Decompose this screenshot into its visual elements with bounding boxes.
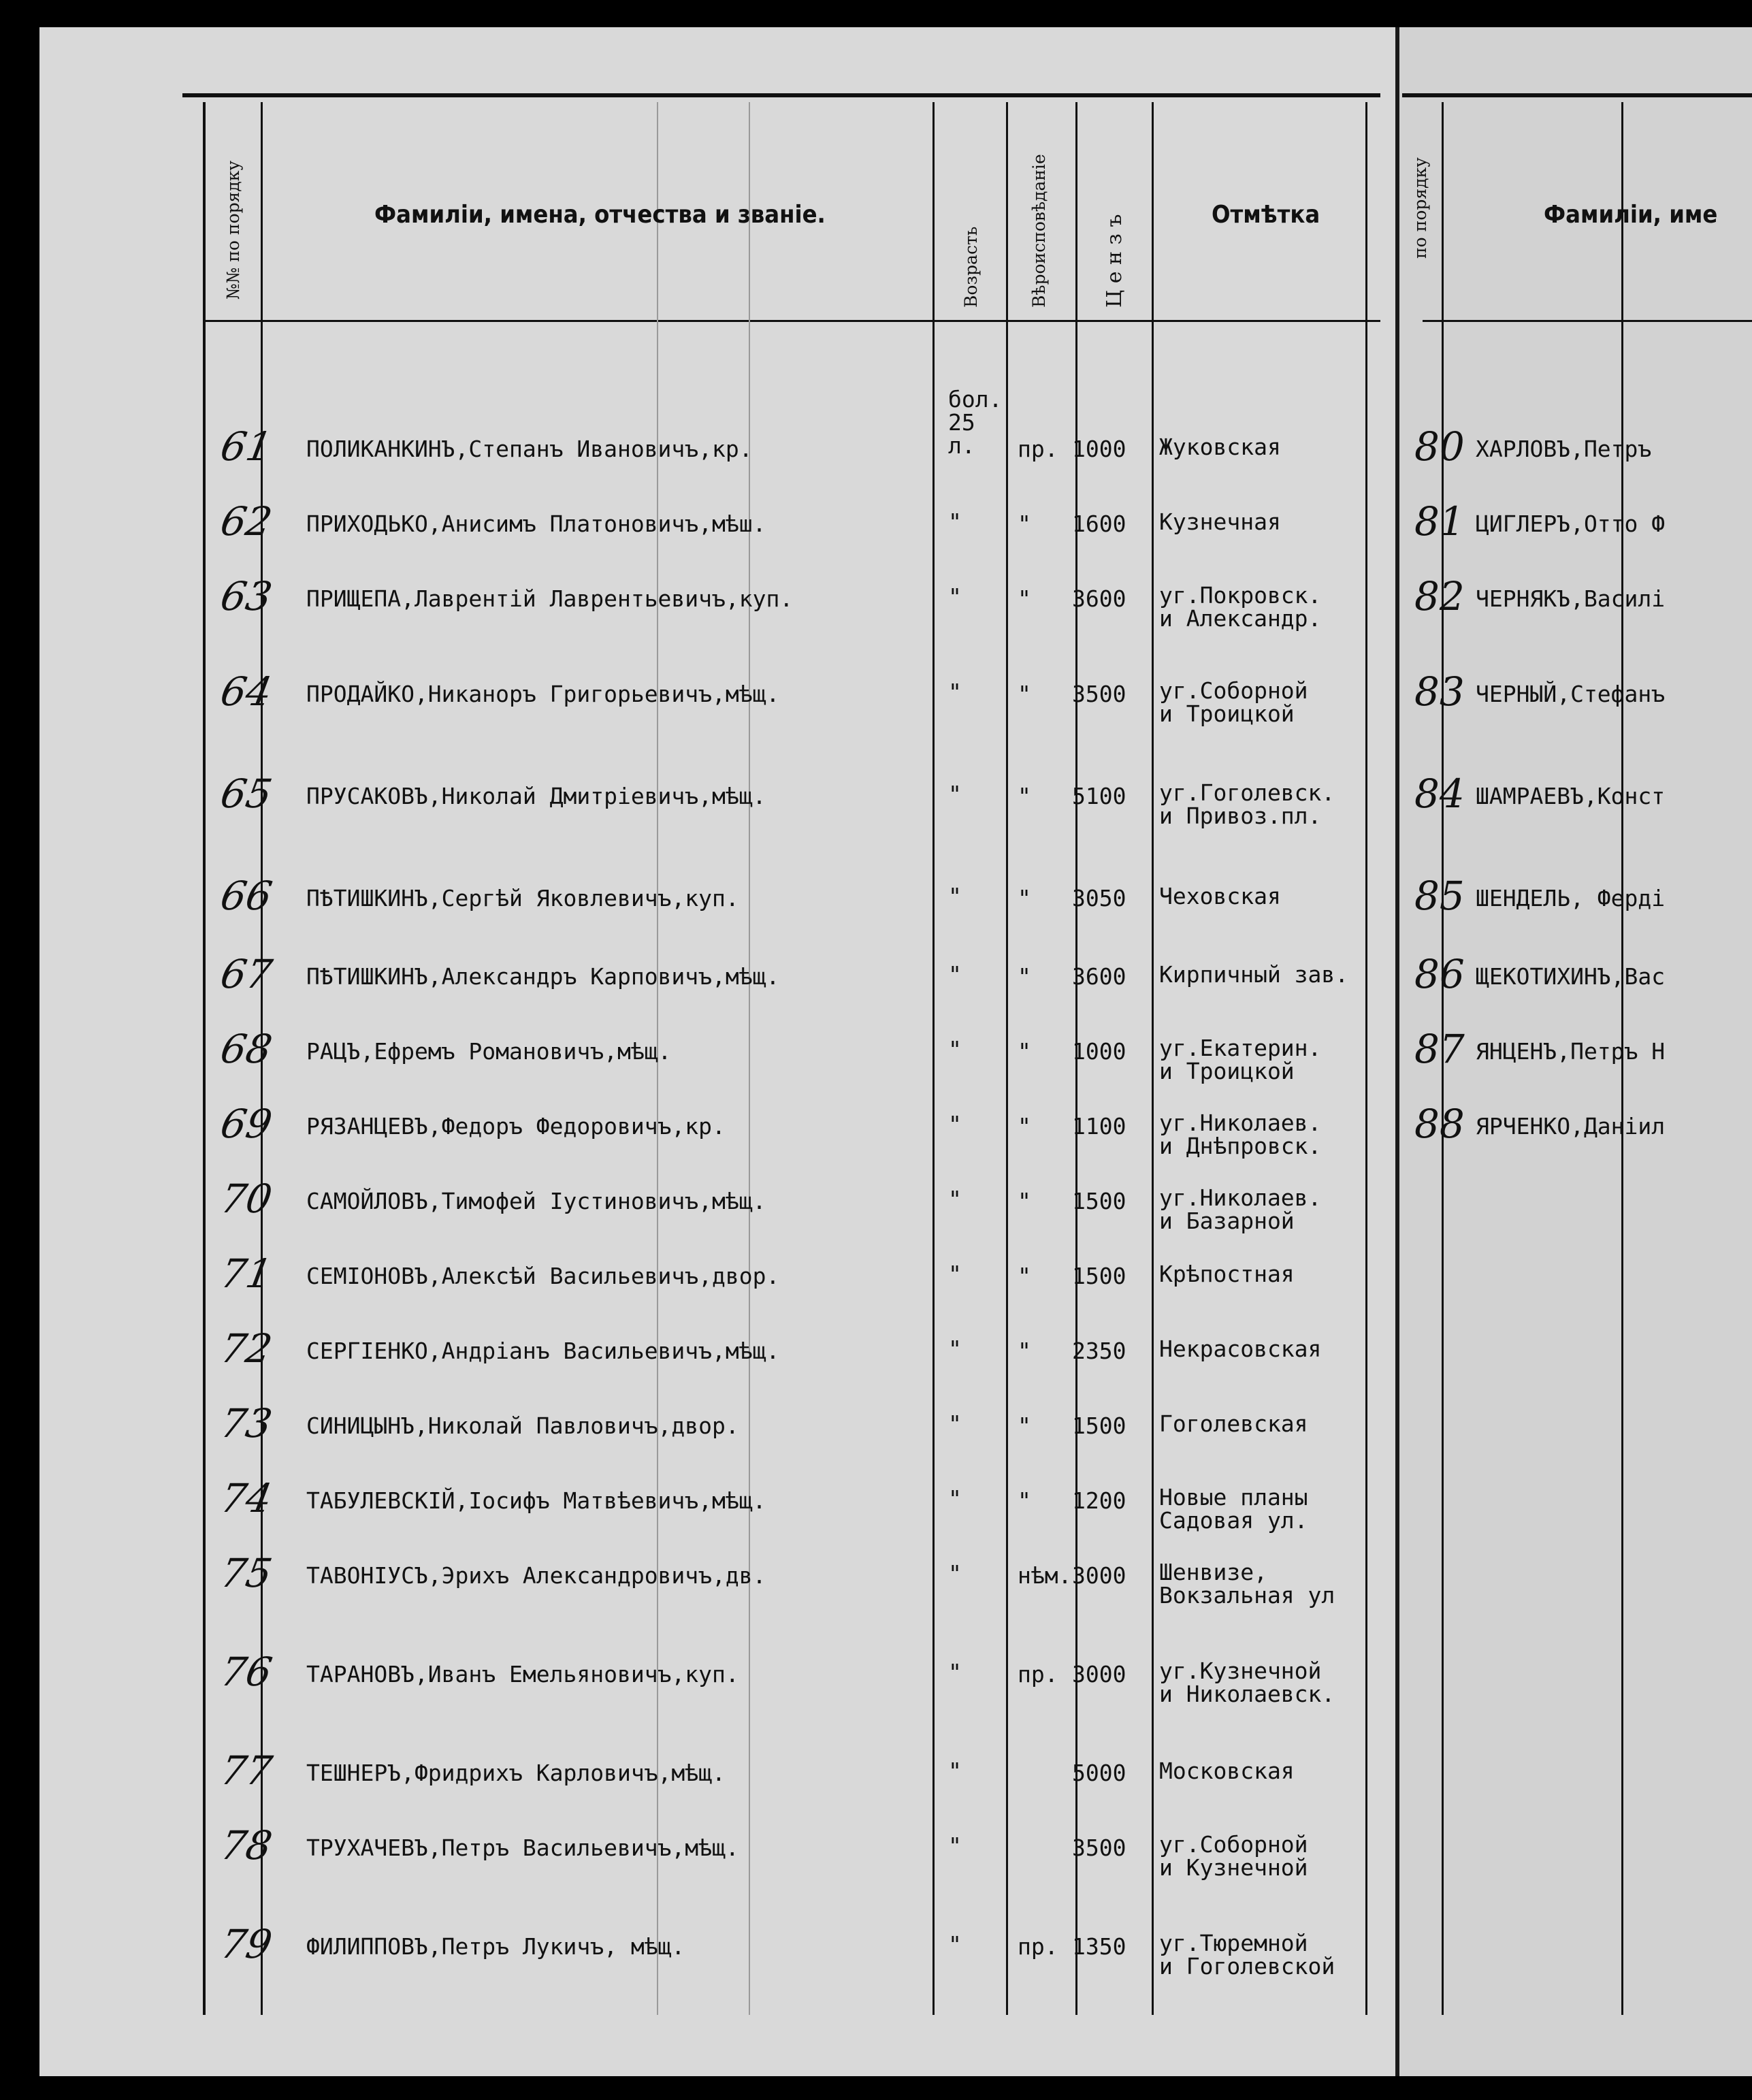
row-religion: " bbox=[1018, 963, 1031, 990]
row-census: 5100 bbox=[1072, 783, 1126, 809]
col-line bbox=[1006, 102, 1008, 2015]
row-census: 5000 bbox=[1072, 1760, 1126, 1786]
row-age: " bbox=[948, 679, 962, 705]
row-note: Московская bbox=[1159, 1758, 1295, 1784]
row-number: 63 bbox=[217, 573, 276, 619]
col-line bbox=[1152, 102, 1154, 2015]
right-row-number: 88 bbox=[1414, 1101, 1465, 1147]
right-row-number: 86 bbox=[1414, 951, 1465, 997]
row-number: 75 bbox=[217, 1550, 276, 1596]
row-age: " bbox=[948, 961, 962, 988]
row-age: " bbox=[948, 1410, 962, 1437]
header-bottom-rule bbox=[204, 320, 1380, 322]
row-census: 1000 bbox=[1072, 1038, 1126, 1065]
row-number: 62 bbox=[217, 498, 276, 545]
row-number: 61 bbox=[217, 423, 276, 470]
right-row-name: ЧЕРНЫЙ,Стефанъ bbox=[1476, 681, 1666, 707]
row-census: 1500 bbox=[1072, 1412, 1126, 1439]
right-row-name: ЦИГЛЕРЪ,Отто Ф bbox=[1476, 511, 1666, 537]
row-religion: " bbox=[1018, 585, 1031, 612]
row-census: 3000 bbox=[1072, 1661, 1126, 1687]
top-rule bbox=[182, 93, 1380, 97]
row-note: Крѣпостная bbox=[1159, 1261, 1295, 1287]
col-line bbox=[1365, 102, 1367, 2015]
row-census: 1600 bbox=[1072, 511, 1126, 537]
col-header-age: Возрасть bbox=[961, 226, 981, 308]
row-name: ФИЛИППОВЪ,Петръ Лукичъ, мѣщ. bbox=[306, 1933, 685, 1960]
bleed-through-line bbox=[749, 102, 750, 2015]
col-line bbox=[203, 102, 206, 2015]
row-religion: " bbox=[1018, 1038, 1031, 1065]
right-row-name: ЯНЦЕНЪ,Петръ Н bbox=[1476, 1038, 1666, 1065]
right-row-name: ЩЕКОТИХИНЪ,Вас bbox=[1476, 963, 1666, 990]
col-header-census: Ц е н з ъ bbox=[1103, 214, 1126, 308]
row-religion: пр. bbox=[1018, 436, 1058, 462]
row-religion: " bbox=[1018, 885, 1031, 911]
col-line bbox=[932, 102, 935, 2015]
row-name: СИНИЦЫНЪ,Николай Павловичъ,двор. bbox=[306, 1412, 739, 1439]
row-census: 3600 bbox=[1072, 963, 1126, 990]
row-religion: " bbox=[1018, 681, 1031, 707]
row-religion: " bbox=[1018, 511, 1031, 537]
row-age: " bbox=[948, 781, 962, 807]
right-row-number: 87 bbox=[1414, 1026, 1465, 1072]
row-number: 66 bbox=[217, 873, 276, 919]
row-age: " bbox=[948, 1485, 962, 1512]
row-religion: пр. bbox=[1018, 1933, 1058, 1960]
row-census: 2350 bbox=[1072, 1338, 1126, 1364]
row-name: РАЦЪ,Ефремъ Романовичъ,мѣщ. bbox=[306, 1038, 672, 1065]
row-name: РЯЗАНЦЕВЪ,Федоръ Федоровичъ,кр. bbox=[306, 1113, 726, 1140]
row-religion: " bbox=[1018, 1487, 1031, 1514]
row-note: Чеховская bbox=[1159, 883, 1281, 909]
row-census: 3050 bbox=[1072, 885, 1126, 911]
row-religion: " bbox=[1018, 1113, 1031, 1140]
row-name: СЕРГІЕНКО,Андріанъ Васильевичъ,мѣщ. bbox=[306, 1338, 780, 1364]
right-row-name: ХАРЛОВЪ,Петръ bbox=[1476, 436, 1652, 462]
right-col-header-name: Фамиліи, име bbox=[1544, 201, 1718, 229]
right-row-name: ЯРЧЕНКО,Даніил bbox=[1476, 1113, 1666, 1140]
row-census: 1500 bbox=[1072, 1188, 1126, 1214]
row-age: " bbox=[948, 1036, 962, 1063]
row-name: САМОЙЛОВЪ,Тимофей Іустиновичъ,мѣщ. bbox=[306, 1188, 766, 1214]
row-religion: пр. bbox=[1018, 1661, 1058, 1687]
row-age: " bbox=[948, 1336, 962, 1362]
row-note: уг.Николаев. и Базарной bbox=[1159, 1184, 1322, 1234]
row-name: ТАБУЛЕВСКІЙ,Іосифъ Матвѣевичъ,мѣщ. bbox=[306, 1487, 766, 1514]
header-bottom-rule-right bbox=[1423, 320, 1752, 322]
row-census: 1100 bbox=[1072, 1113, 1126, 1140]
row-name: ПРУСАКОВЪ,Николай Дмитріевичъ,мѣщ. bbox=[306, 783, 766, 809]
right-row-name: ШЕНДЕЛЬ, Ферді bbox=[1476, 885, 1666, 911]
row-age: " bbox=[948, 508, 962, 535]
row-note: уг.Екатерин. и Троицкой bbox=[1159, 1035, 1322, 1084]
row-number: 73 bbox=[217, 1400, 276, 1447]
col-header-note: Отмѣтка bbox=[1212, 201, 1320, 229]
row-census: 3500 bbox=[1072, 1835, 1126, 1861]
row-age: " bbox=[948, 1659, 962, 1685]
row-age: бол. 25 л. bbox=[948, 386, 1003, 459]
col-header-religion: Вѣроисповѣданіе bbox=[1029, 154, 1049, 308]
row-number: 71 bbox=[217, 1250, 276, 1297]
row-age: " bbox=[948, 1560, 962, 1587]
row-name: ПѢТИШКИНЪ,Александръ Карповичъ,мѣщ. bbox=[306, 963, 780, 990]
row-note: Кирпичный зав. bbox=[1159, 961, 1349, 988]
top-rule-right bbox=[1402, 93, 1752, 97]
col-header-name: Фамиліи, имена, отчества и званіе. bbox=[374, 201, 826, 229]
right-row-number: 84 bbox=[1414, 771, 1465, 817]
row-census: 3500 bbox=[1072, 681, 1126, 707]
right-row-number: 80 bbox=[1414, 423, 1465, 470]
row-note: Шенвизе, Вокзальная ул bbox=[1159, 1559, 1335, 1609]
row-age: " bbox=[948, 1261, 962, 1287]
row-age: " bbox=[948, 883, 962, 909]
row-note: Гоголевская bbox=[1159, 1410, 1308, 1437]
row-note: Кузнечная bbox=[1159, 508, 1281, 535]
right-row-number: 82 bbox=[1414, 573, 1465, 619]
row-religion: " bbox=[1018, 1263, 1031, 1289]
row-religion: " bbox=[1018, 783, 1031, 809]
right-row-number: 83 bbox=[1414, 668, 1465, 715]
right-row-name: ЧЕРНЯКЪ,Василі bbox=[1476, 585, 1666, 612]
row-age: " bbox=[948, 1186, 962, 1212]
row-note: уг.Тюремной и Гоголевской bbox=[1159, 1930, 1335, 1980]
row-name: ПРОДАЙКО,Никаноръ Григорьевичъ,мѣщ. bbox=[306, 681, 780, 707]
row-name: ТРУХАЧЕВЪ,Петръ Васильевичъ,мѣщ. bbox=[306, 1835, 739, 1861]
right-row-number: 81 bbox=[1414, 498, 1465, 545]
row-name: ПОЛИКАНКИНЪ,Степанъ Ивановичъ,кр. bbox=[306, 436, 753, 462]
row-number: 74 bbox=[217, 1475, 276, 1521]
row-number: 64 bbox=[217, 668, 276, 715]
row-number: 68 bbox=[217, 1026, 276, 1072]
right-row-name: ШАМРАЕВЪ,Конст bbox=[1476, 783, 1666, 809]
row-number: 76 bbox=[217, 1649, 276, 1695]
right-row-number: 85 bbox=[1414, 873, 1465, 919]
row-name: ТАВОНІУСЪ,Эрихъ Александровичъ,дв. bbox=[306, 1562, 766, 1589]
row-note: уг.Соборной и Троицкой bbox=[1159, 677, 1308, 727]
row-note: Некрасовская bbox=[1159, 1336, 1322, 1362]
col-header-number: №№ по порядку bbox=[223, 160, 243, 300]
row-note: Жуковская bbox=[1159, 434, 1281, 460]
row-religion: " bbox=[1018, 1338, 1031, 1364]
row-religion: нѣм. bbox=[1018, 1562, 1072, 1589]
row-age: " bbox=[948, 583, 962, 610]
row-number: 67 bbox=[217, 951, 276, 997]
row-number: 70 bbox=[217, 1176, 276, 1222]
row-number: 65 bbox=[217, 771, 276, 817]
row-note: уг.Покровск. и Александр. bbox=[1159, 582, 1322, 632]
row-note: уг.Соборной и Кузнечной bbox=[1159, 1831, 1308, 1881]
row-census: 1200 bbox=[1072, 1487, 1126, 1514]
row-number: 69 bbox=[217, 1101, 276, 1147]
row-number: 79 bbox=[217, 1921, 276, 1967]
row-age: " bbox=[948, 1111, 962, 1137]
row-name: ПРИЩЕПА,Лаврентій Лаврентьевичъ,куп. bbox=[306, 585, 794, 612]
row-census: 1500 bbox=[1072, 1263, 1126, 1289]
row-census: 1350 bbox=[1072, 1933, 1126, 1960]
row-religion: " bbox=[1018, 1412, 1031, 1439]
row-religion: " bbox=[1018, 1188, 1031, 1214]
row-age: " bbox=[948, 1832, 962, 1859]
row-number: 77 bbox=[217, 1747, 276, 1794]
row-census: 1000 bbox=[1072, 436, 1126, 462]
row-note: уг.Гоголевск. и Привоз.пл. bbox=[1159, 779, 1335, 829]
row-name: ПРИХОДЬКО,Анисимъ Платоновичъ,мѣш. bbox=[306, 511, 766, 537]
right-col-header-number: по порядку bbox=[1410, 157, 1430, 259]
row-census: 3600 bbox=[1072, 585, 1126, 612]
row-name: ПѢТИШКИНЪ,Сергѣй Яковлевичъ,куп. bbox=[306, 885, 739, 911]
row-number: 72 bbox=[217, 1325, 276, 1372]
row-name: ТАРАНОВЪ,Иванъ Емельяновичъ,куп. bbox=[306, 1661, 739, 1687]
row-note: Новые планы Садовая ул. bbox=[1159, 1484, 1308, 1534]
row-age: " bbox=[948, 1931, 962, 1958]
row-number: 78 bbox=[217, 1822, 276, 1869]
row-note: уг.Николаев. и Днѣпровск. bbox=[1159, 1110, 1322, 1159]
row-age: " bbox=[948, 1758, 962, 1784]
row-census: 3000 bbox=[1072, 1562, 1126, 1589]
row-name: СЕМІОНОВЪ,Алексѣй Васильевичъ,двор. bbox=[306, 1263, 780, 1289]
row-name: ТЕШНЕРЪ,Фридрихъ Карловичъ,мѣщ. bbox=[306, 1760, 726, 1786]
row-note: уг.Кузнечной и Николаевск. bbox=[1159, 1658, 1335, 1707]
